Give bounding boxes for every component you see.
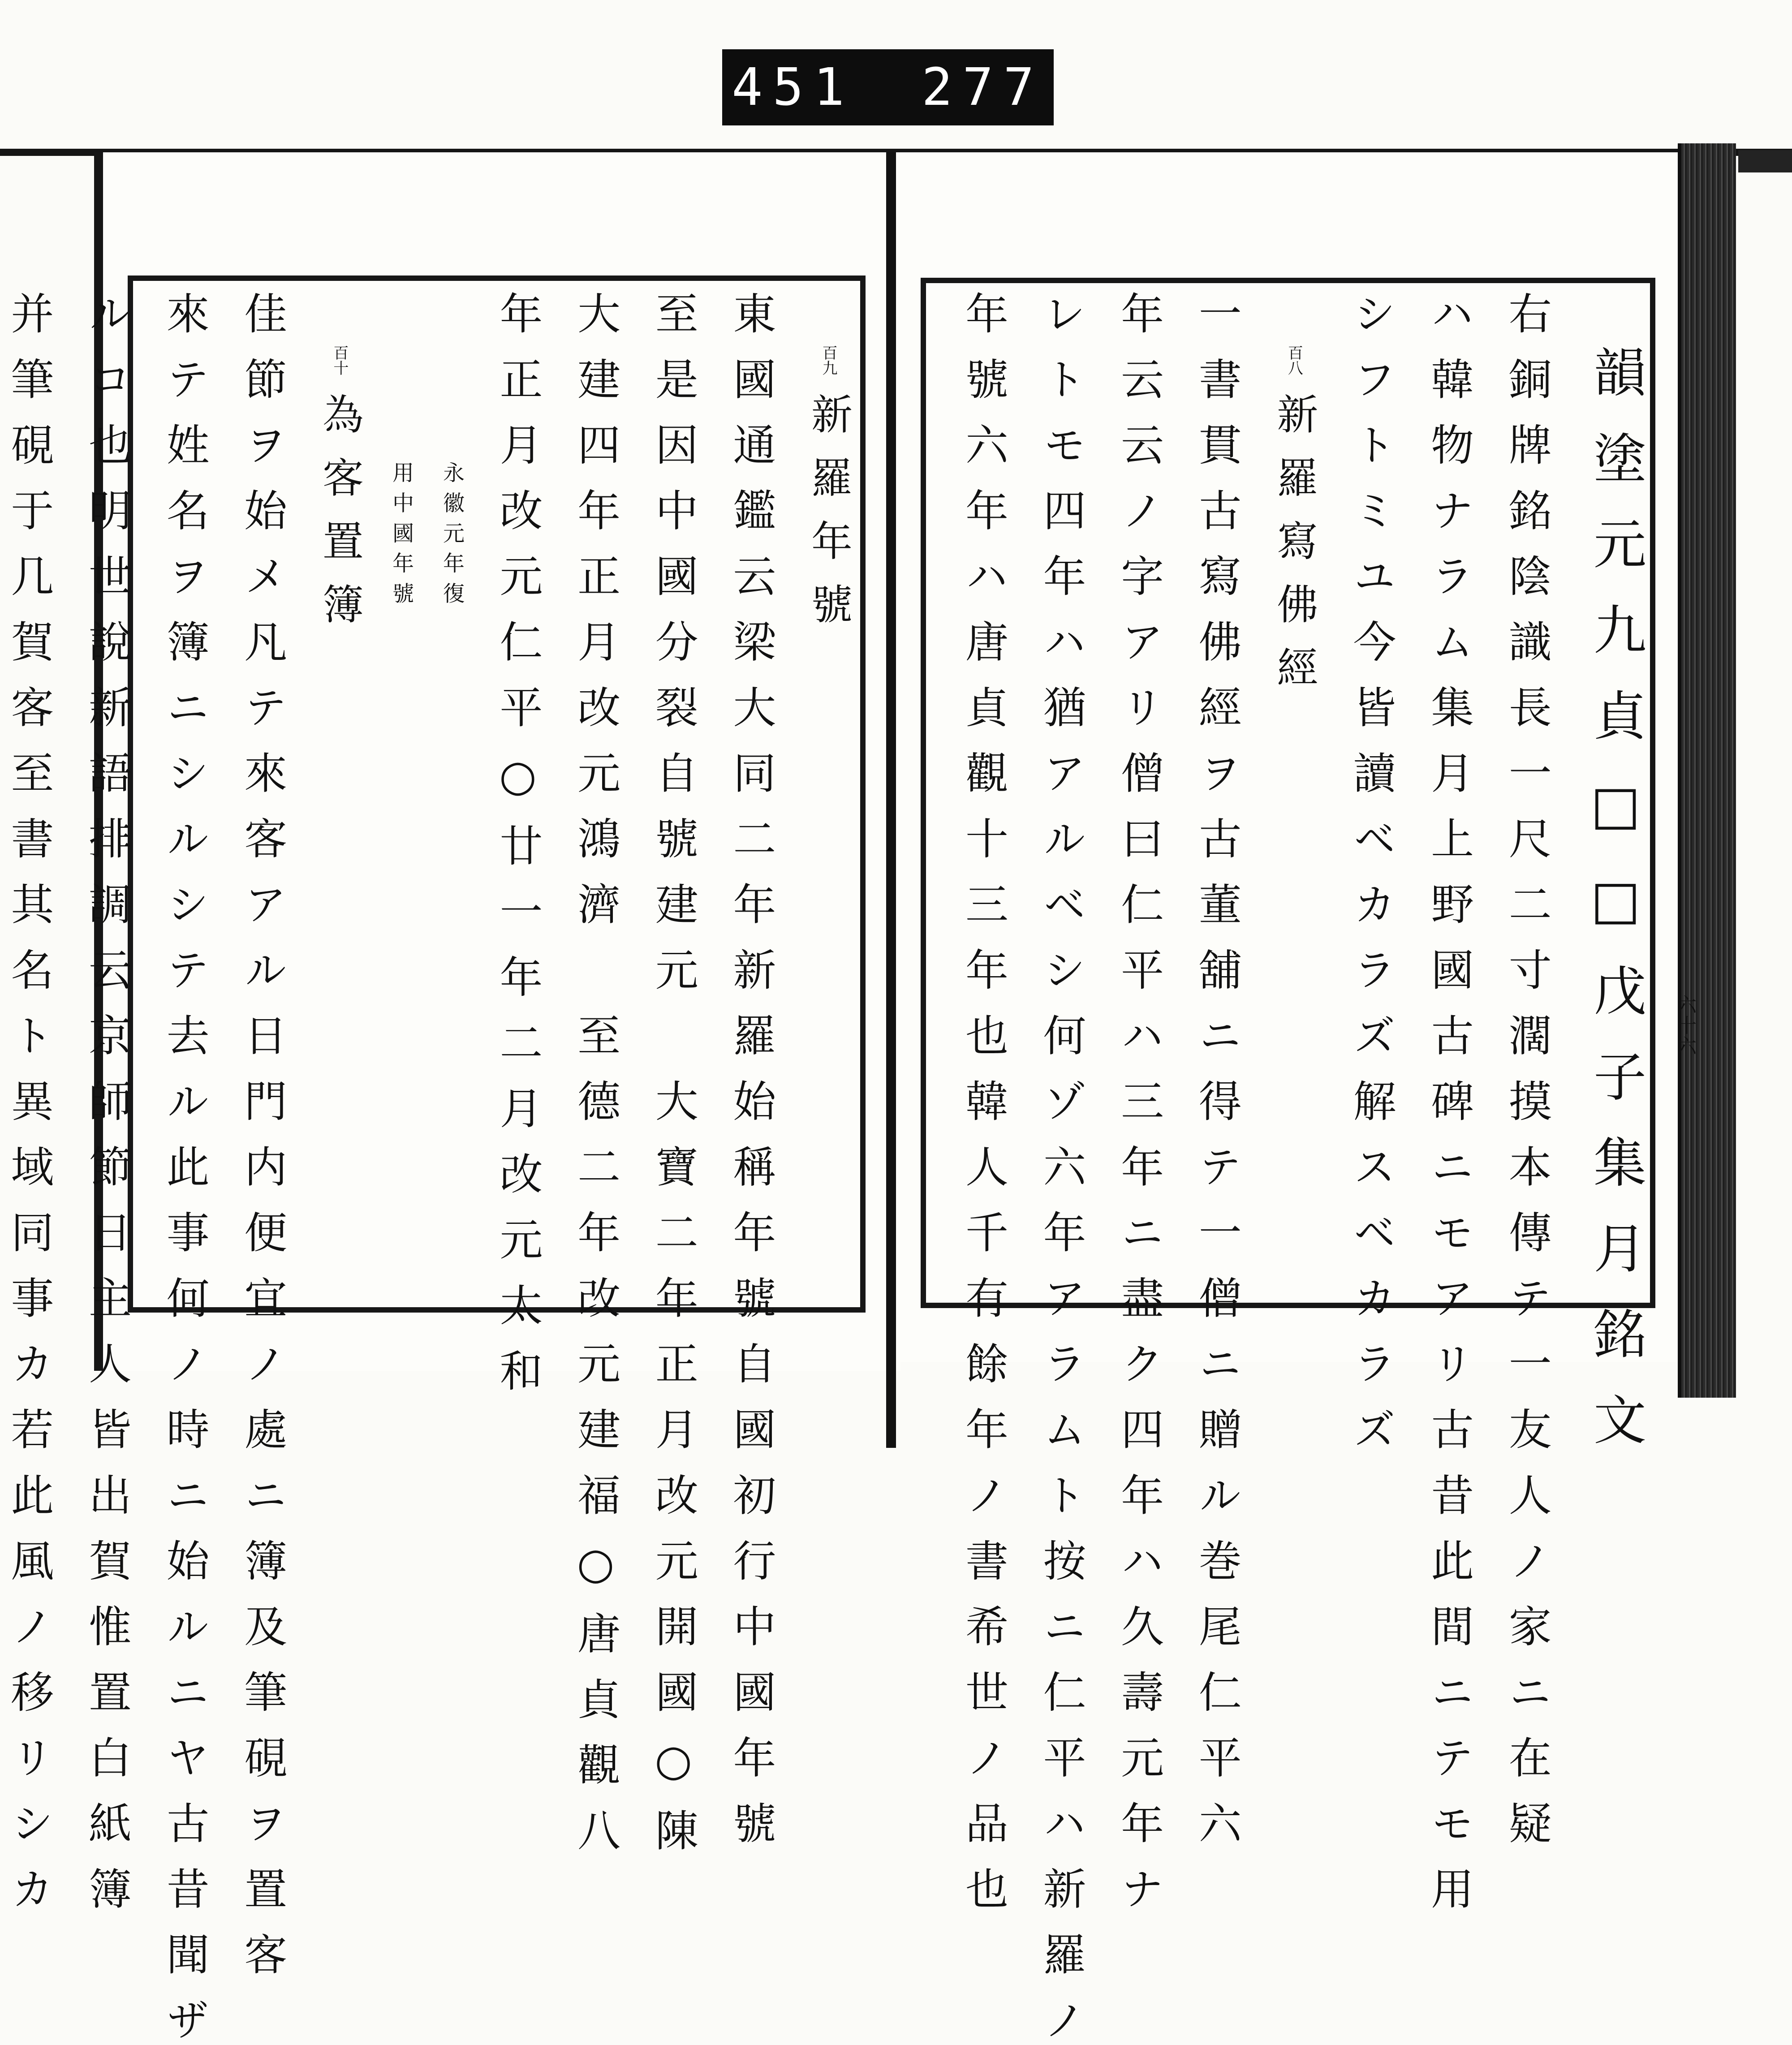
section-110-line-3: ル コ 也 明 世 說 新 語 排 調 云 京 師 節 日 主 人 皆 出 賀 惟 置 白 紙 簿 bbox=[82, 291, 132, 1914]
section-110-heading bbox=[317, 291, 362, 1295]
section-109-line-3: 大 建 四 年 正 月 改 元 鴻 濟 至 德 二 年 改 元 建 福 ○ 唐 貞 觀 八 bbox=[570, 291, 621, 1856]
section-108-line-4: 年 號 六 年 ハ 唐 貞 觀 十 三 年 也 韓 人 千 有 餘 年 ノ 書 希 世 ノ 品 也 bbox=[958, 291, 1009, 1914]
section-110-line-4: 并 筆 硯 于 几 賀 客 至 書 其 名 ト 異 域 同 事 カ 若 此 風 ノ 移 リ シ カ bbox=[4, 291, 54, 1914]
section-109-note-line-2: 用 中 國 年 號 bbox=[388, 461, 414, 605]
right-page-text bbox=[936, 291, 1646, 2045]
section-109-title: 新 羅 年 號 bbox=[805, 393, 853, 629]
section-110-number: 百十 bbox=[330, 345, 349, 375]
page-number: 六十六 bbox=[1673, 995, 1696, 1056]
section-108-line-3: レ ト モ 四 年 ハ 猶 ア ル ベ シ 何 ゾ 六 年 ア ラ ム ト 按 ニ 仁 平 ハ 新 羅 ノ bbox=[1036, 291, 1087, 2045]
paragraph-line-1: 右 銅 牌 銘 陰 識 長 一 尺 二 寸 濶 摸 本 傳 テ 一 友 人 ノ 家 ニ 在 疑 bbox=[1502, 291, 1552, 1848]
section-109-line-2: 至 是 因 中 國 分 裂 自 號 建 元 大 寶 二 年 正 月 改 元 開 國 ○ 陳 bbox=[648, 291, 699, 1856]
section-110-title: 為 客 置 簿 bbox=[315, 393, 364, 629]
section-108-number: 百八 bbox=[1285, 345, 1303, 375]
page-edge-cap bbox=[1738, 150, 1792, 172]
section-109-number: 百九 bbox=[819, 345, 837, 375]
page-edges bbox=[1678, 143, 1736, 1398]
left-page-text bbox=[4, 291, 853, 2045]
section-110-line-2: 來 テ 姓 名 ヲ 簿 ニ シ ル シ テ 去 ル 此 事 何 ノ 時 ニ 始 ル ニ ヤ 古 昔 聞 ザ bbox=[159, 291, 210, 2045]
paragraph-line-3: シ フ ト ミ ユ 今 皆 讀 ベ カ ラ ズ 解 ス ベ カ ラ ズ bbox=[1346, 291, 1397, 1455]
section-109-note-line-1: 永 徽 元 年 復 bbox=[439, 461, 465, 605]
paragraph-line-2: ハ 韓 物 ナ ラ ム 集 月 上 野 國 古 碑 ニ モ ア リ 古 昔 此 間 ニ テ モ 用 bbox=[1424, 291, 1474, 1914]
catalog-number-first: 451 bbox=[732, 57, 854, 117]
section-108-line-2: 年 云 云 ノ 字 ア リ 僧 曰 仁 平 ハ 三 年 ニ 盡 ク 四 年 ハ 久 壽 元 年 ナ bbox=[1114, 291, 1164, 1914]
catalog-number-second: 277 bbox=[922, 57, 1044, 117]
catalog-number-label bbox=[722, 49, 1054, 125]
section-109-heading bbox=[806, 291, 851, 1295]
section-110-line-1: 佳 節 ヲ 始 メ 凡 テ 來 客 ア ル 日 門 内 便 宜 ノ 處 ニ 簿 及 筆 硯 ヲ 置 客 bbox=[237, 291, 288, 1980]
section-108-heading bbox=[1271, 291, 1317, 1295]
section-108-title: 新 羅 寫 佛 經 bbox=[1270, 393, 1318, 692]
book-gutter bbox=[886, 152, 896, 1448]
section-109-line-1: 東 國 通 鑑 云 梁 大 同 二 年 新 羅 始 稱 年 號 自 國 初 行 中 國 年 號 bbox=[726, 291, 776, 1848]
page-title: 韻 塗 元 九 貞 □ □ 戊 子 集 月 銘 文 bbox=[1585, 345, 1646, 1454]
section-108-line-1: 一 書 貫 古 寫 佛 經 ヲ 古 董 舖 ニ 得 テ 一 僧 ニ 贈 ル 巻 尾 仁 平 六 bbox=[1192, 291, 1242, 1848]
section-109-line-4: 年 正 月 改 元 仁 平 ○ 廿 一 年 二 月 改 元 太 和 bbox=[493, 291, 543, 1396]
